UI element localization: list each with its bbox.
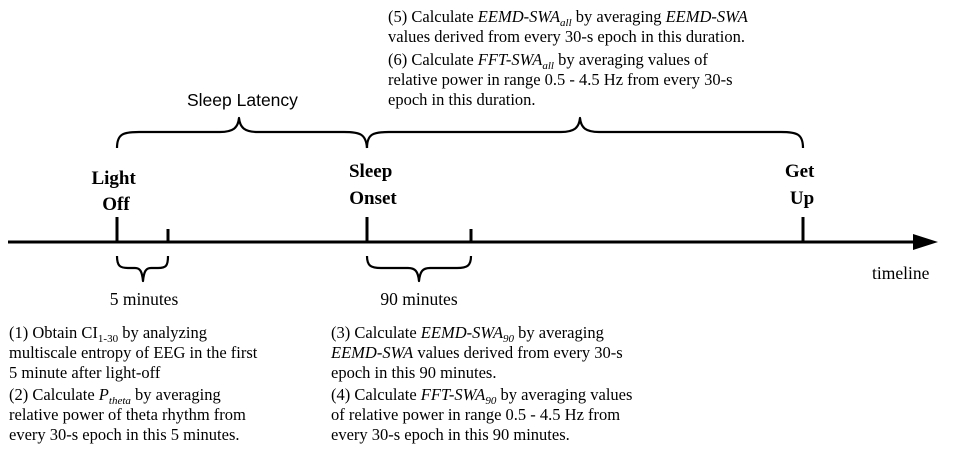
event-sleep-onset: Sleep Onset (348, 161, 397, 209)
timeline-arrowhead (913, 234, 938, 250)
note-step-5: (5) Calculate EEMD-$SWA_{all}$ by averaging EEMD-SWA values derived from every 30-s epoch in this duration. (388, 7, 748, 46)
note-step-6: (6) Calculate FFT-$SWA_{all}$ by averaging values of relative power in range 0.5 - 4.5 Hz from every 30-s epoch in this duration. (388, 50, 733, 109)
sleep-latency-brace (117, 118, 367, 148)
event-light-off: Light Off (91, 168, 136, 215)
note-step-3: (3) Calculate EEMD-$SWA_{90}$ by averaging EEMD-SWA values derived from every 30-s epoch in this 90 minutes. (331, 323, 623, 382)
label-90-minutes: 90 minutes (380, 289, 458, 309)
note-step-2: (2) Calculate $P_{theta}$ by averaging relative power of theta rhythm from every 30-s epoch in this 5 minutes. (9, 385, 246, 444)
brace-5-minutes (117, 256, 168, 281)
timeline-label: timeline (872, 263, 930, 283)
brace-90-minutes (367, 256, 471, 281)
sleep-duration-brace (367, 118, 803, 148)
event-get-up: Get Up (784, 161, 815, 209)
label-5-minutes: 5 minutes (109, 289, 179, 309)
note-step-4: (4) Calculate FFT-$SWA_{90}$ by averaging values of relative power in range 0.5 - 4.5 Hz from every 30-s epoch in this 90 minutes. (331, 385, 633, 444)
sleep-latency-label: Sleep Latency (187, 90, 298, 110)
note-step-1: (1) Obtain $CI_{1-30}$ by analyzing multiscale entropy of EEG in the first 5 minute after light-off (9, 323, 258, 382)
